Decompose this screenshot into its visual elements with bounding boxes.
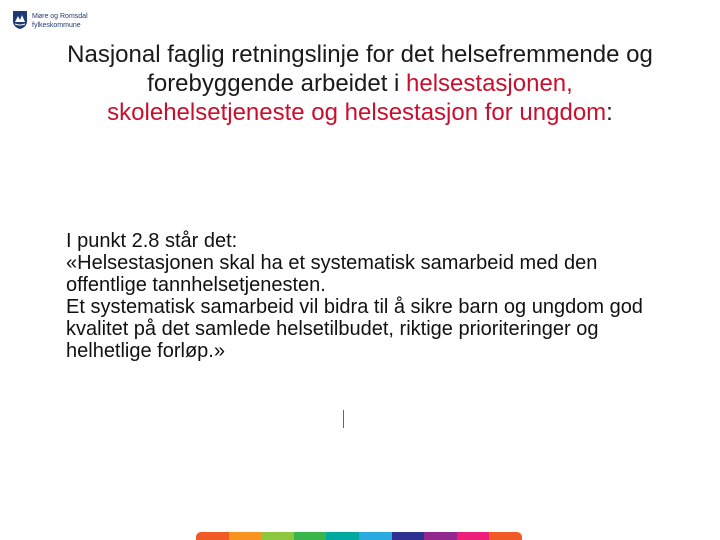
body-line-1: I punkt 2.8 står det:: [66, 230, 238, 252]
bar-segment-7: [392, 532, 425, 540]
bar-segment-3: [261, 532, 294, 540]
bar-segment-1: [196, 532, 229, 540]
title-part-2: helsestasjonen, skolehelsetjeneste og helsestasjon for ungdom: [107, 70, 607, 126]
bar-segment-6: [359, 532, 392, 540]
logo-text: [32, 10, 88, 30]
body-text: [66, 230, 666, 362]
bar-segment-2: [229, 532, 262, 540]
logo-line-2: fylkeskommune: [32, 22, 81, 29]
bar-segment-4: [294, 532, 327, 540]
bar-segment-5: [326, 532, 359, 540]
bar-segment-8: [424, 532, 457, 540]
bar-segment-9: [457, 532, 490, 540]
title-part-3: :: [606, 99, 613, 126]
body-line-3: Et systematisk samarbeid vil bidra til å sikre barn og ungdom god kvalitet på det samlede helsetilbudet, riktige prioriteringer og helhetlige forløp.»: [66, 296, 643, 362]
logo: [12, 10, 88, 30]
text-cursor: [343, 410, 344, 428]
bottom-color-bar: [196, 532, 522, 540]
logo-line-1: Møre og Romsdal: [32, 13, 88, 20]
body-line-2: «Helsestasjonen skal ha et systematisk samarbeid med den offentlige tannhelsetjenesten.: [66, 252, 598, 296]
bar-segment-10: [489, 532, 522, 540]
title-part-1: Nasjonal faglig retningslinje for det helsefremmende og forebyggende arbeidet i: [67, 41, 653, 97]
county-coat-of-arms-icon: [12, 10, 28, 30]
slide-title: [60, 40, 660, 127]
